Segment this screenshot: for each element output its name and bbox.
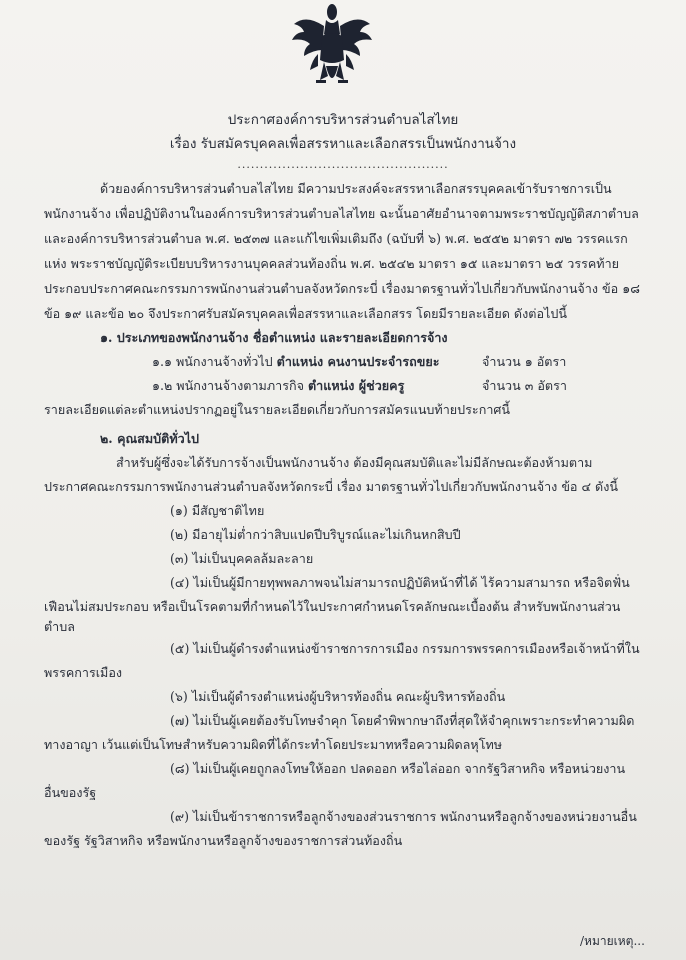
qualification-item: (๙) ไม่เป็นข้าราชการหรือลูกจ้างของส่วนราชการ พนักงานหรือลูกจ้างของหน่วยงานอื่น (170, 809, 637, 824)
position-quantity: จำนวน ๑ อัตรา (482, 354, 567, 369)
qualification-item: (๓) ไม่เป็นบุคคลล้มละลาย (170, 551, 314, 566)
qualification-item: (๘) ไม่เป็นผู้เคยถูกลงโทษให้ออก ปลดออก หรือไล่ออก จากรัฐวิสาหกิจ หรือหน่วยงาน (170, 761, 626, 776)
qualification-item-continued: ทางอาญา เว้นแต่เป็นโทษสำหรับความผิดที่ได้กระทำโดยประมาทหรือความผิดลหุโทษ (44, 737, 503, 752)
section-2-heading: ๒. คุณสมบัติทั่วไป (100, 431, 200, 446)
title-divider: ............................................... (237, 158, 449, 171)
position-type: ๑.๒ พนักงานจ้างตามภารกิจ (152, 378, 308, 393)
qualification-item-continued: พรรคการเมือง (44, 665, 123, 680)
garuda-emblem (282, 0, 382, 92)
intro-line: ข้อ ๑๙ และข้อ ๒๐ จึงประกาศรับสมัครบุคคลเพื่อสรรหาและเลือกสรร โดยมีรายละเอียด ดังต่อไปนี้ (44, 306, 567, 321)
intro-line: และองค์การบริหารส่วนตำบล พ.ศ. ๒๕๓๗ และแก้ไขเพิ่มเติมถึง (ฉบับที่ ๖) พ.ศ. ๒๕๕๒ มาตรา ๗๒ วรรคแรก (44, 231, 628, 246)
qualification-item-continued: เฟือนไม่สมประกอบ หรือเป็นโรคตามที่กำหนดไว้ในประกาศกำหนดโรคลักษณะเบื้องต้น สำหรับพนักงานส่วน (44, 599, 621, 614)
position-quantity: จำนวน ๓ อัตรา (482, 378, 567, 393)
position-title: ตำแหน่ง คนงานประจำรถขยะ (276, 354, 440, 369)
section-1-note: รายละเอียดแต่ละตำแหน่งปรากฏอยู่ในรายละเอียดเกี่ยวกับการสมัครแนบท้ายประกาศนี้ (44, 402, 510, 417)
qualification-item-continued: ตำบล (44, 619, 75, 634)
qualification-item-continued: ของรัฐ รัฐวิสาหกิจ หรือพนักงานหรือลูกจ้างของราชการส่วนท้องถิ่น (44, 833, 403, 848)
section-2-intro: สำหรับผู้ซึ่งจะได้รับการจ้างเป็นพนักงานจ้าง ต้องมีคุณสมบัติและไม่มีลักษณะต้องห้ามตาม (116, 455, 593, 470)
qualification-item: (๖) ไม่เป็นผู้ดำรงตำแหน่งผู้บริหารท้องถิ่น คณะผู้บริหารท้องถิ่น (170, 689, 506, 704)
position-title: ตำแหน่ง ผู้ช่วยครู (307, 378, 405, 393)
qualification-item: (๒) มีอายุไม่ต่ำกว่าสิบแปดปีบริบูรณ์และไม่เกินหกสิบปี (170, 527, 461, 542)
continuation-note: /หมายเหตุ... (580, 934, 645, 948)
intro-line: ประกอบประกาศคณะกรรมการพนักงานส่วนตำบลจังหวัดกระบี่ เรื่องมาตรฐานทั่วไปเกี่ยวกับพนักงานจ้าง ข้อ ๑๘ (44, 281, 640, 296)
qualification-item: (๕) ไม่เป็นผู้ดำรงตำแหน่งข้าราชการการเมือง กรรมการพรรคการเมืองหรือเจ้าหน้าที่ใน (170, 641, 640, 656)
intro-line: แห่ง พระราชบัญญัติระเบียบบริหารงานบุคคลส่วนท้องถิ่น พ.ศ. ๒๕๔๒ มาตรา ๑๕ และมาตรา ๒๕ วรรคท้าย (44, 256, 620, 271)
qualification-item: (๔) ไม่เป็นผู้มีกายทุพพลภาพจนไม่สามารถปฏิบัติหน้าที่ได้ ไร้ความสามารถ หรือจิตฟั่น (170, 575, 630, 590)
intro-line: พนักงานจ้าง เพื่อปฏิบัติงานในองค์การบริหารส่วนตำบลไสไทย ฉะนั้นอาศัยอำนาจตามพระราชบัญญัติสภาตำบล (44, 206, 639, 221)
intro-line: ด้วยองค์การบริหารส่วนตำบลไสไทย มีความประสงค์จะสรรหาเลือกสรรบุคคลเข้ารับราชการเป็น (100, 181, 612, 196)
qualification-item-continued: อื่นของรัฐ (44, 785, 97, 800)
position-item-1 (152, 353, 439, 371)
position-type: ๑.๑ พนักงานจ้างทั่วไป (152, 354, 277, 369)
announcement-subject: เรื่อง รับสมัครบุคคลเพื่อสรรหาและเลือกสรรเป็นพนักงานจ้าง (169, 136, 517, 152)
announcement-title: ประกาศองค์การบริหารส่วนตำบลไสไทย (227, 112, 459, 128)
qualification-item: (๑) มีสัญชาติไทย (170, 503, 265, 518)
section-2-intro: ประกาศคณะกรรมการพนักงานส่วนตำบลจังหวัดกระบี่ เรื่อง มาตรฐานทั่วไปเกี่ยวกับพนักงานจ้าง ข้อ ๔ ดังนี้ (44, 479, 618, 494)
position-item-2 (152, 377, 404, 395)
qualification-item: (๗) ไม่เป็นผู้เคยต้องรับโทษจำคุก โดยคำพิพากษาถึงที่สุดให้จำคุกเพราะกระทำความผิด (170, 713, 635, 728)
section-1-heading: ๑. ประเภทของพนักงานจ้าง ชื่อตำแหน่ง และรายละเอียดการจ้าง (100, 330, 448, 345)
